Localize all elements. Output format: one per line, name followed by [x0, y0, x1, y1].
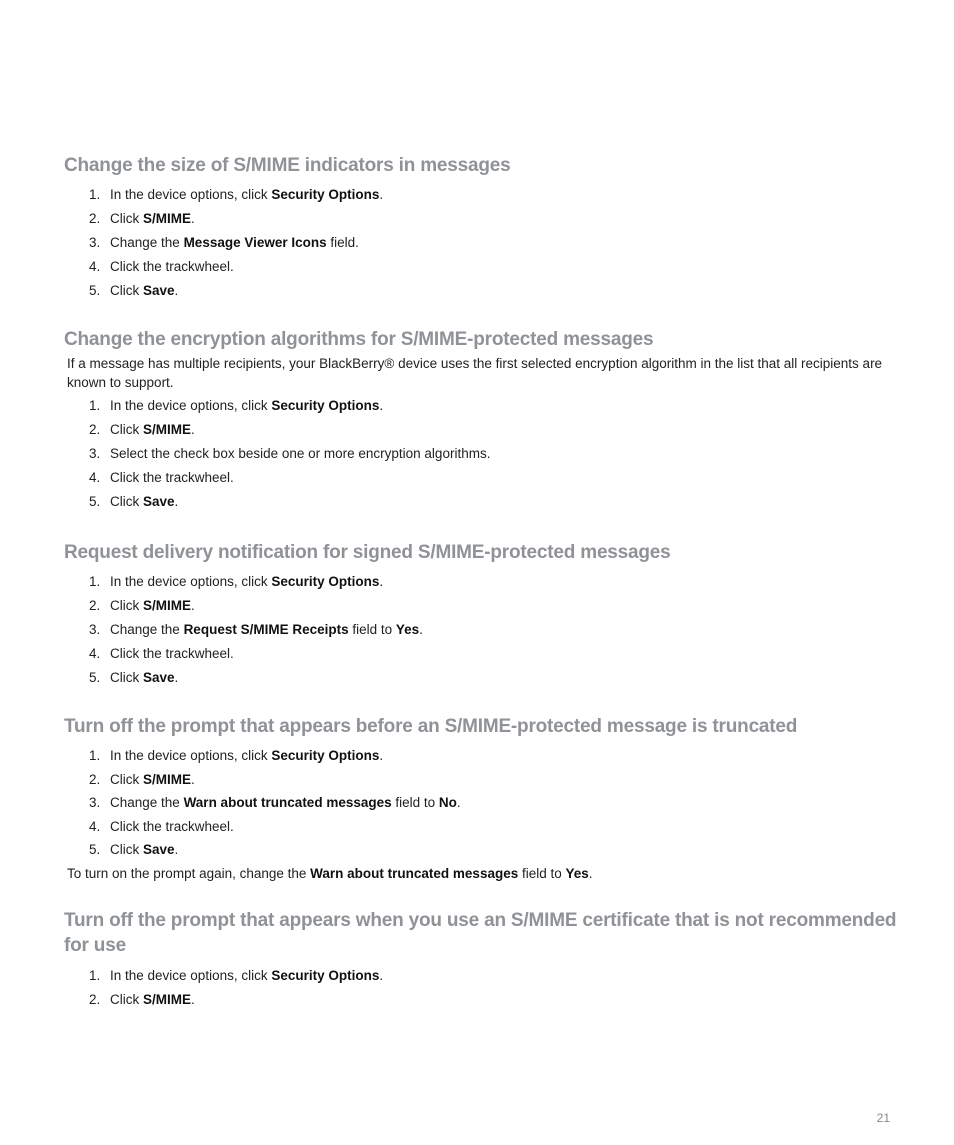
list-item: 3. Change the Warn about truncated messages field to No.	[89, 795, 461, 810]
steps-list	[64, 394, 904, 514]
list-item: 2. Click S/MIME.	[89, 422, 195, 437]
list-item: 2. Click S/MIME.	[89, 992, 195, 1007]
list-item: 5. Click Save.	[89, 842, 179, 857]
section-intro: If a message has multiple recipients, your BlackBerry® device uses the first selected encryption algorithm in the list that all recipients are known to support.	[67, 356, 883, 390]
list-item: 1. In the device options, click Security Options.	[89, 748, 384, 763]
list-item: 4. Click the trackwheel.	[89, 259, 234, 274]
list-item: 4. Click the trackwheel.	[89, 818, 234, 834]
section-heading: Change the encryption algorithms for S/MIME-protected messages	[64, 329, 654, 350]
section-heading: Change the size of S/MIME indicators in messages	[64, 155, 511, 176]
steps-list	[64, 964, 904, 1012]
section-delivery-notification	[64, 540, 904, 690]
page-number: 21	[876, 1111, 890, 1125]
list-item: 3. Select the check box beside one or more encryption algorithms.	[89, 446, 491, 461]
section-heading: Turn off the prompt that appears when you use an S/MIME certificate that is not recommended for use	[64, 910, 897, 956]
list-item: 2. Click S/MIME.	[89, 771, 195, 787]
list-item: 5. Click Save.	[89, 283, 179, 298]
list-item: 2. Click S/MIME.	[89, 598, 195, 613]
list-item: 1. In the device options, click Security Options.	[89, 398, 384, 413]
steps-list	[64, 744, 904, 862]
list-item: 3. Change the Message Viewer Icons field.	[89, 235, 359, 250]
list-item: 1. In the device options, click Security Options.	[89, 968, 384, 983]
list-item: 5. Click Save.	[89, 494, 179, 509]
section-certificate-prompt	[64, 908, 904, 1012]
section-heading: Turn off the prompt that appears before an S/MIME-protected message is truncated	[64, 716, 798, 737]
section-truncation-prompt	[64, 714, 904, 886]
steps-list	[64, 570, 904, 690]
list-item: 1. In the device options, click Security Options.	[89, 187, 384, 202]
section-smime-indicator-size	[64, 153, 904, 303]
steps-list	[64, 183, 904, 303]
list-item: 4. Click the trackwheel.	[89, 646, 234, 661]
section-encryption-algorithms	[64, 327, 904, 514]
list-item: 1. In the device options, click Security Options.	[89, 574, 384, 589]
section-note: To turn on the prompt again, change the Warn about truncated messages field to Yes.	[67, 865, 593, 881]
list-item: 4. Click the trackwheel.	[89, 470, 234, 485]
list-item: 3. Change the Request S/MIME Receipts field to Yes.	[89, 622, 423, 637]
section-heading: Request delivery notification for signed S/MIME-protected messages	[64, 542, 671, 563]
list-item: 5. Click Save.	[89, 670, 179, 685]
list-item: 2. Click S/MIME.	[89, 211, 195, 226]
